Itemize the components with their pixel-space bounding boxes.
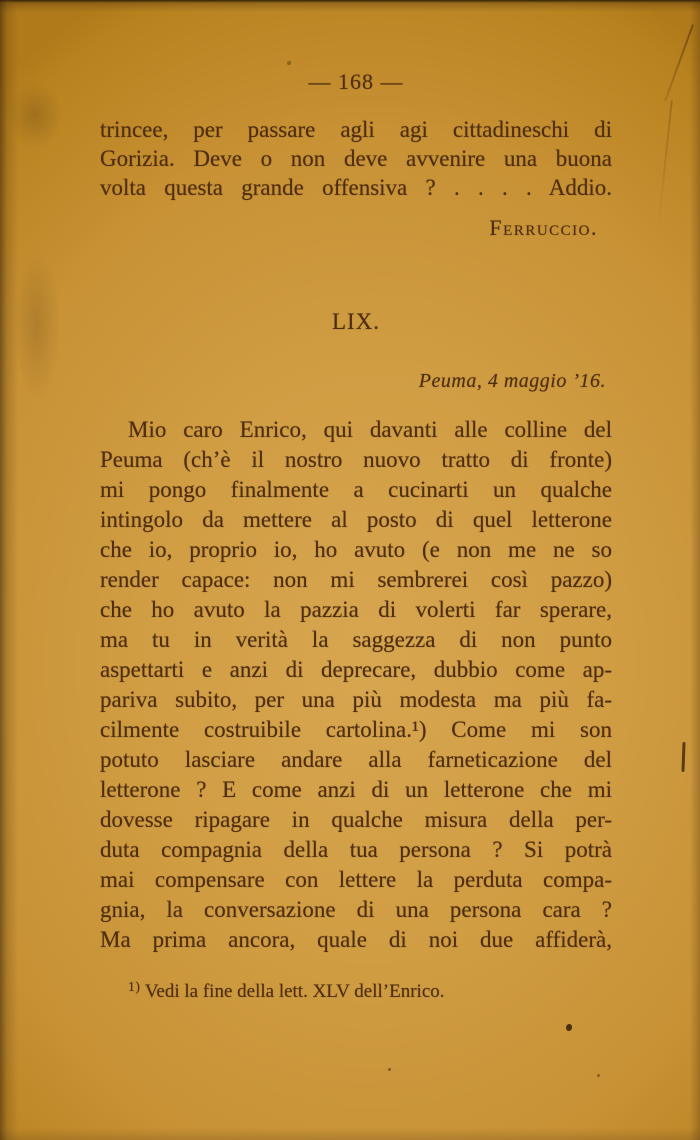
- paper-speck: [566, 1024, 572, 1031]
- text-line: render capace: non mi sembrerei così pazzo): [100, 567, 612, 592]
- text-line: che io, proprio io, ho avuto (e non me ne so: [100, 537, 612, 562]
- text-line: ma tu in verità la saggezza di non punto: [100, 627, 612, 652]
- signature: Ferruccio.: [489, 215, 598, 240]
- footnote: [100, 975, 612, 1004]
- text-line: Mio caro Enrico, qui davanti alle colline del: [128, 417, 612, 442]
- letter-heading: LIX.: [331, 309, 381, 334]
- text-line: che ho avuto la pazzia di volerti far sperare,: [100, 597, 612, 622]
- text-line: gnia, la conversazione di una persona cara ?: [100, 897, 612, 922]
- paper-blotch: [8, 82, 62, 148]
- text-line: mai compensare con lettere la perduta compa-: [100, 867, 612, 892]
- text-line: potuto lasciare andare alla farneticazione del: [100, 747, 612, 772]
- paper-crease-mark: [657, 100, 672, 229]
- dateline: Peuma, 4 maggio ’16.: [418, 370, 606, 392]
- text-line: cilmente costruibile cartolina.¹) Come mi son: [100, 717, 612, 742]
- text-line: pariva subito, per una più modesta ma più fa-: [100, 687, 612, 712]
- paper-crease-mark: [664, 24, 694, 102]
- paper-speck: [597, 1074, 600, 1077]
- text-line: intingolo da mettere al posto di quel letterone: [100, 507, 612, 532]
- text-line: duta compagnia della tua persona ? Si potrà: [100, 837, 612, 862]
- text-line: Peuma (ch’è il nostro nuovo tratto di fronte): [100, 447, 612, 472]
- text-line: Gorizia. Deve o non deve avvenire una buona: [100, 146, 612, 171]
- text-line: Ma prima ancora, quale di noi due affiderà,: [100, 927, 612, 952]
- text-line: volta questa grande offensiva ? . . . . Addio.: [100, 175, 612, 200]
- letter-body-paragraph: [100, 415, 612, 955]
- footnote-marker: 1): [128, 979, 141, 994]
- letter-end-paragraph: [100, 115, 612, 202]
- text-line: trincee, per passare agli agi cittadineschi di: [100, 117, 612, 142]
- text-line: aspettarti e anzi di deprecare, dubbio come ap-: [100, 657, 612, 682]
- margin-ink-mark: [681, 742, 685, 772]
- paper-blotch: [14, 250, 60, 400]
- text-line: mi pongo finalmente a cucinarti un qualche: [100, 477, 612, 502]
- page-number: — 168 —: [308, 69, 404, 94]
- text-line: dovesse ripagare in qualche misura della per-: [100, 807, 612, 832]
- text-line: letterone ? E come anzi di un letterone che mi: [100, 777, 612, 802]
- paper-speck: [388, 1068, 391, 1071]
- paper-speck: [287, 61, 291, 65]
- footnote-text: Vedi la fine della lett. XLV dell’Enrico.: [144, 981, 445, 1003]
